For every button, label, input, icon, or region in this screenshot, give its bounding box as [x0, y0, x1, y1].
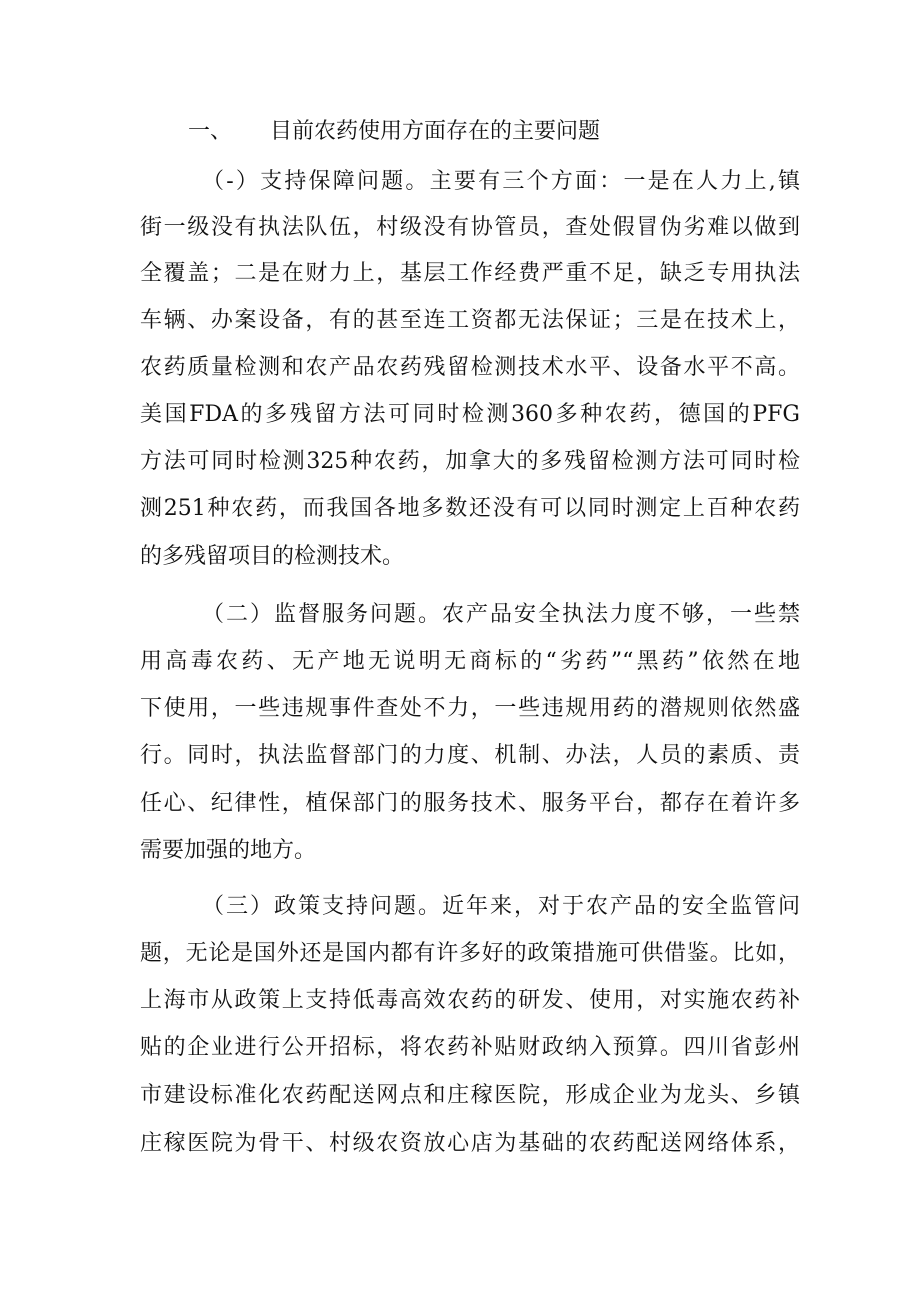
paragraph-line: 市建设标准化农药配送网点和庄稼医院，形成企业为龙头、乡镇 — [140, 1083, 800, 1108]
paragraph-line: 上海市从政策上支持低毒高效农药的研发、使用，对实施农药补 — [140, 988, 800, 1013]
paragraph-line: （-）支持保障问题。主要有三个方面：一是在人力上,镇 — [202, 169, 800, 194]
paragraph-line: 车辆、办案设备，有的甚至连工资都无法保证；三是在技术上， — [140, 308, 800, 333]
paragraph-line: （三）政策支持问题。近年来，对于农产品的安全监管问 — [202, 894, 800, 919]
paragraph-line: 任心、纪律性，植保部门的服务技术、服务平台，都存在着许多 — [140, 791, 800, 816]
section-heading — [188, 115, 600, 149]
paragraph-line: 需要加强的地方。 — [140, 838, 317, 863]
paragraph-line: 测251种农药，而我国各地多数还没有可以同时测定上百种农药 — [140, 496, 800, 521]
paragraph-line: 全覆盖；二是在财力上，基层工作经费严重不足，缺乏专用执法 — [140, 261, 800, 286]
paragraph-line: 的多残留项目的检测技术。 — [140, 544, 405, 569]
paragraph-line: 庄稼医院为骨干、村级农资放心店为基础的农药配送网络体系， — [140, 1131, 800, 1156]
section-number: 一、 — [188, 119, 233, 144]
paragraph-line: 农药质量检测和农产品农药残留检测技术水平、设备水平不高。 — [140, 355, 800, 380]
paragraph-line: 美国FDA的多残留方法可同时检测360多种农药，德国的PFG — [140, 402, 800, 427]
paragraph-line: 下使用，一些违规事件查处不力，一些违规用药的潜规则依然盛 — [140, 696, 800, 721]
paragraph-line: 街一级没有执法队伍，村级没有协管员，查处假冒伪劣难以做到 — [140, 215, 800, 240]
section-title: 目前农药使用方面存在的主要问题 — [270, 119, 601, 144]
paragraph-line: 题，无论是国外还是国内都有许多好的政策措施可供借鉴。比如， — [140, 941, 800, 966]
paragraph-line: 方法可同时检测325种农药，加拿大的多残留检测方法可同时检 — [140, 449, 800, 474]
paragraph-line: （二）监督服务问题。农产品安全执法力度不够，一些禁 — [202, 602, 800, 627]
paragraph-line: 贴的企业进行公开招标，将农药补贴财政纳入预算。四川省彭州 — [140, 1035, 800, 1060]
paragraph-line: 行。同时，执法监督部门的力度、机制、办法，人员的素质、责 — [140, 743, 800, 768]
paragraph-line: 用高毒农药、无产地无说明无商标的“劣药”“黑药”依然在地 — [140, 649, 800, 674]
